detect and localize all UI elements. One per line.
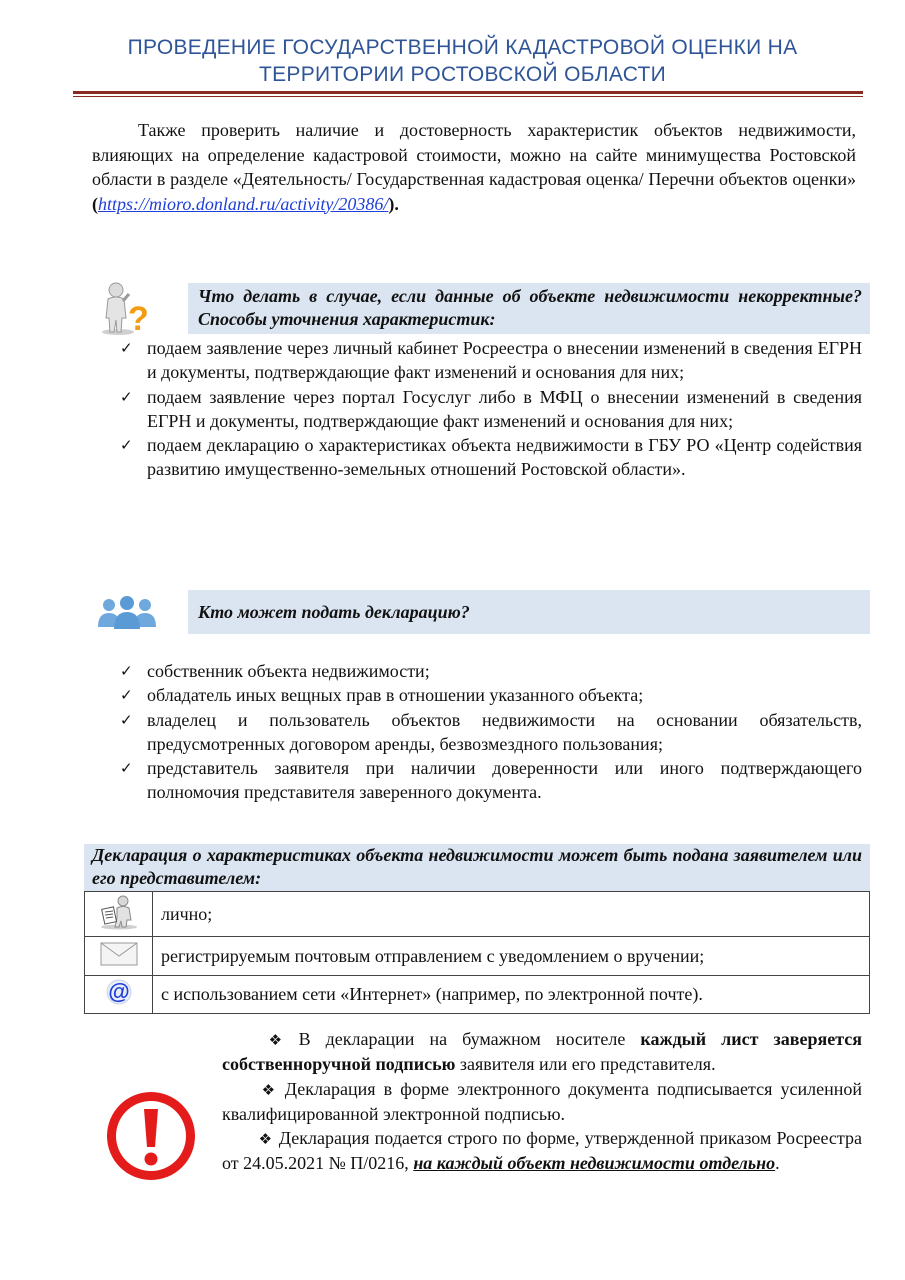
list-item (118, 385, 862, 434)
table-row (85, 976, 870, 1014)
table-row (85, 892, 870, 937)
notes-block (222, 1027, 862, 1176)
intro-paren-open: ( (92, 193, 98, 214)
note-form-requirement (222, 1126, 862, 1176)
page-title: ПРОВЕДЕНИЕ ГОСУДАРСТВЕННОЙ КАДАСТРОВОЙ ОЦЕНКИ НА ТЕРРИТОРИИ РОСТОВСКОЙ ОБЛАСТИ (127, 36, 798, 86)
list-item (118, 683, 862, 707)
list-item-text: представитель заявителя при наличии доверенности или иного подтверждающего полномочия представителя заверенного документа. (147, 758, 862, 803)
table-icon-cell (85, 976, 153, 1014)
table-cell: лично; (153, 892, 870, 937)
person-with-document-icon (95, 894, 143, 930)
intro-text: Также проверить наличие и достоверность характеристик объектов недвижимости, влияющих на определение кадастровой стоимости, можно на сайте минимущества Ростовской области в разделе «Деятельность/ Государственная кадастровая оценка/ Перечни объектов оценки» (92, 120, 856, 189)
table-cell: регистрируемым почтовым отправлением с уведомлением о вручении; (153, 937, 870, 976)
list-item-text: подаем заявление через личный кабинет Росреестра о внесении изменений в сведения ЕГРН и документы, подтверждающие факт изменений и основания для них; (147, 338, 862, 383)
checkmark-icon: ✓ (120, 436, 133, 455)
exclamation-warning-icon (104, 1089, 198, 1183)
submission-table-heading: Декларация о характеристиках объекта недвижимости может быть подана заявителем или его представителем: (84, 844, 870, 891)
list-item-text: подаем декларацию о характеристиках объекта недвижимости в ГБУ РО «Центр содействия развитию имущественно-земельных отношений Ростовской области». (147, 435, 862, 480)
intro-paren-close: ). (388, 193, 399, 214)
note-text: заявителя или его представителя. (455, 1054, 716, 1075)
note-text: Декларация в форме электронного документа подписывается усиленной квалифицированной электронной подписью. (222, 1078, 862, 1124)
note-emphasis: на каждый объект недвижимости отдельно (413, 1153, 776, 1174)
note-paper-declaration (222, 1027, 862, 1077)
title-divider-thick (73, 91, 863, 94)
checkmark-icon: ✓ (120, 339, 133, 357)
envelope-icon (100, 942, 138, 966)
table-cell: с использованием сети «Интернет» (например, по электронной почте). (153, 976, 870, 1014)
checkmark-icon: ✓ (120, 662, 133, 680)
note-text: В декларации на бумажном носителе (298, 1029, 641, 1049)
svg-text:?: ? (128, 300, 149, 336)
intro-paragraph (92, 118, 856, 216)
note-emphasis: каждый лист заверяется собственноручной подписью (222, 1029, 862, 1075)
list-item-text: собственник объекта недвижимости; (147, 661, 430, 681)
section1-list (118, 336, 862, 482)
submission-methods-table (84, 891, 870, 1014)
checkmark-icon: ✓ (120, 387, 133, 406)
note-text: Декларация подается строго по форме, утвержденной приказом Росреестра от 24.05.2021 № П/0216, (222, 1128, 862, 1174)
diamond-bullet-icon: ❖ (258, 1031, 293, 1049)
table-row (85, 937, 870, 976)
at-sign-icon (104, 977, 134, 1007)
list-item-text: обладатель иных вещных прав в отношении указанного объекта; (147, 685, 644, 706)
list-item (118, 708, 862, 757)
list-item-text: подаем заявление через портал Госуслуг либо в МФЦ о внесении изменений в сведения ЕГРН и документы, подтверждающие факт изменений и основания для них; (147, 386, 862, 431)
list-item (118, 336, 862, 385)
svg-text:@: @ (107, 979, 130, 1004)
section1-heading: Что делать в случае, если данные об объекте недвижимости некорректные? Способы уточнения характеристик: (188, 283, 870, 334)
list-item-text: владелец и пользователь объектов недвижимости на основании обязательств, предусмотренных договором аренды, безвозмездного пользования; (147, 709, 862, 754)
checkmark-icon: ✓ (120, 759, 133, 778)
people-group-icon (96, 596, 158, 630)
section2-heading: Кто может подать декларацию? (188, 590, 870, 634)
list-item (118, 659, 862, 683)
diamond-bullet-icon: ❖ (258, 1080, 279, 1099)
checkmark-icon: ✓ (120, 710, 133, 729)
question-person-icon (96, 280, 158, 336)
title-divider-thin (73, 96, 863, 97)
table-icon-cell (85, 937, 153, 976)
list-item (118, 433, 862, 482)
list-item (118, 756, 862, 805)
intro-link[interactable]: https://mioro.donland.ru/activity/20386/ (98, 193, 389, 214)
note-text: . (775, 1153, 780, 1174)
section2-list (118, 659, 862, 805)
diamond-bullet-icon: ❖ (258, 1130, 273, 1149)
table-icon-cell (85, 892, 153, 937)
checkmark-icon: ✓ (120, 686, 133, 705)
note-electronic-declaration (222, 1077, 862, 1127)
